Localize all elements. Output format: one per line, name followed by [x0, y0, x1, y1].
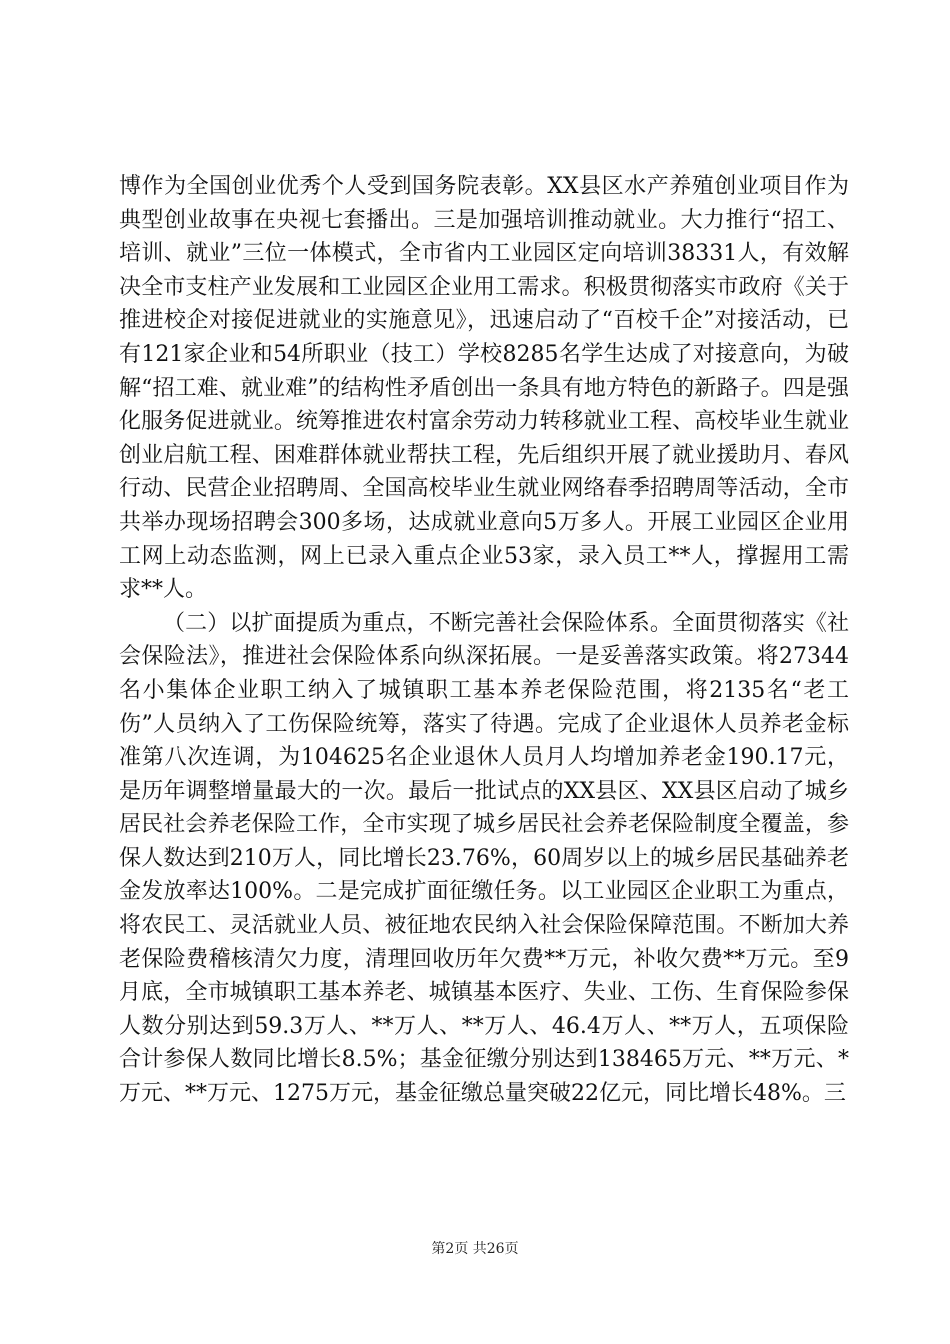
paragraph-employment: 博作为全国创业优秀个人受到国务院表彰。XX县区水产养殖创业项目作为典型创业故事在央视七套播出。三是加强培训推动就业。大力推行“招工、培训、就业”三位一体模式，全市省内工业园区定向培训38331人，有效解决全市支柱产业发展和工业园区企业用工需求。积极贯彻落实市政府《关于推进校企对接促进就业的实施意见》，迅速启动了“百校千企”对接活动，已有121家企业和54所职业（技工）学校8285名学生达成了对接意向，为破解“招工难、就业难”的结构性矛盾创出一条具有地方特色的新路子。四是强化服务促进就业。统筹推进农村富余劳动力转移就业工程、高校毕业生就业创业启航工程、困难群体就业帮扶工程，先后组织开展了就业援助月、春风行动、民营企业招聘周、全国高校毕业生就业网络春季招聘周等活动，全市共举办现场招聘会300多场，达成就业意向5万多人。开展工业园区企业用工网上动态监测，网上已录入重点企业53家，录入员工**人，撑握用工需求**人。: [119, 174, 849, 603]
paragraph-social-insurance: （二）以扩面提质为重点，不断完善社会保险体系。全面贯彻落实《社会保险法》，推进社会保险体系向纵深拓展。一是妥善落实政策。将27344名小集体企业职工纳入了城镇职工基本养老保险范围，将2135名“老工伤”人员纳入了工伤保险统筹，落实了待遇。完成了企业退休人员养老金标准第八次连调，为104625名企业退休人员月人均增加养老金190.17元，是历年调整增量最大的一次。最后一批试点的XX县区、XX县区启动了城乡居民社会养老保险工作，全市实现了城乡居民社会养老保险制度全覆盖，参保人数达到210万人，同比增长23.76%，60周岁以上的城乡居民基础养老金发放率达100%。二是完成扩面征缴任务。以工业园区企业职工为重点，将农民工、灵活就业人员、被征地农民纳入社会保险保障范围。不断加大养老保险费稽核清欠力度，清理回收历年欠费**万元，补收欠费**万元。至9月底，全市城镇职工基本养老、城镇基本医疗、失业、工伤、生育保险参保人数分别达到59.3万人、**万人、**万人、46.4万人、**万人，五项保险合计参保人数同比增长8.5%；基金征缴分别达到138465万元、**万元、*万元、**万元、1275万元，基金征缴总量突破22亿元，同比增长48%。三: [119, 610, 849, 1107]
document-body: [119, 170, 849, 1111]
page-footer: 第2页 共26页: [431, 1241, 519, 1257]
